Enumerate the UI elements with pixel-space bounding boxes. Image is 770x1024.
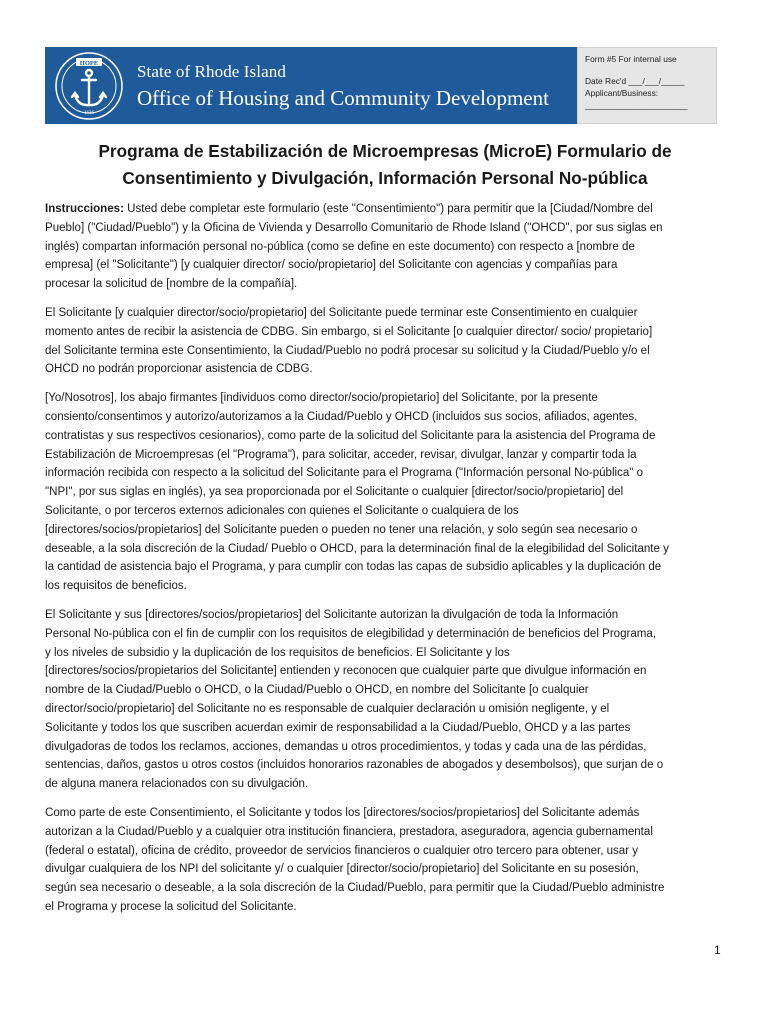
paragraph-line: Personal No-pública con el fin de cumplir con los requisitos de elegibilidad y determinación de beneficios del Programa, — [45, 627, 657, 640]
paragraph-line: de alguna manera relacionados con su divulgación. — [45, 778, 309, 791]
paragraph-line: procesar la solicitud de [nombre de la compañía]. — [45, 278, 298, 291]
date-received-field: Date Rec'd ___/___/_____ — [585, 76, 685, 86]
paragraph-line: los requisitos de beneficios. — [45, 580, 187, 593]
instructions-lead: Instrucciones: — [45, 203, 124, 215]
paragraph-line: director/socio/propietario] del Solicitante no es responsable de cualquier declaración u omisión negligente, y el — [45, 702, 610, 715]
paragraph-instructions — [45, 200, 725, 294]
paragraph-line: El Solicitante [y cualquier director/socio/propietario] del Solicitante puede terminar este Consentimiento en cualquier — [45, 306, 638, 319]
paragraph-line: (federal o estatal), oficina de crédito, proveedor de servicios financieros o cualquier otro tercero para obtener, usar y — [45, 844, 639, 857]
paragraph-line: El Solicitante y sus [directores/socios/propietarios] del Solicitante autorizan la divulgación de toda la Información — [45, 608, 619, 621]
applicant-business-line: ______________________ — [585, 100, 688, 110]
paragraph-line: el Programa y procese la solicitud del Solicitante. — [45, 900, 297, 913]
paragraph-line: momento antes de recibir la asistencia de CDBG. Sin embargo, si el Solicitante [o cualquier director/ socio/ propietario] — [45, 325, 653, 338]
paragraph-line: [directores/socios/propietarios] del Solicitante pueden o pueden no tener una relación, y solo según sea necesario o — [45, 523, 638, 536]
paragraph-line: consiento/consentimos y autorizo/autorizamos a la Ciudad/Pueblo y OHCD (incluidos sus socios, afiliados, agentes, — [45, 410, 638, 423]
form-number-label: Form #5 For internal use — [585, 54, 677, 64]
title-line-2: Consentimiento y Divulgación, Información Personal No-pública — [122, 168, 648, 188]
paragraph-line: Solicitante, o por terceros externos adicionales con quienes el Solicitante o cualquiera de los — [45, 504, 519, 517]
paragraph-line: la cantidad de asistencia bajo el Programa, y para cumplir con todas las capas de subsidio aplicables y la duplicación de — [45, 561, 662, 574]
document-title — [45, 138, 725, 192]
paragraph-line: empresa] (el "Solicitante") [y cualquier director/ socio/propietario] del Solicitante con agencias y compañías para — [45, 259, 618, 272]
paragraph-line: nombre de la Ciudad/Pueblo o OHCD, o la Ciudad/Pueblo o OHCD, en nombre del Solicitante [o cualquier — [45, 684, 589, 697]
seal-hope-text: HOPE — [79, 60, 99, 67]
agency-state-name: State of Rhode Island — [137, 62, 286, 81]
paragraph-line: [Yo/Nosotros], los abajo firmantes [individuos como director/socio/propietario] del Solicitante, por la presente — [45, 392, 598, 405]
paragraph-line: "NPI", por sus siglas en inglés), ya sea proporcionada por el Solicitante o cualquier [director/socio/propietario] del — [45, 486, 624, 499]
paragraph-consent — [45, 389, 725, 596]
paragraph-line: del Solicitante termina este Consentimiento, la Ciudad/Pueblo no podrá procesar su solicitud y la Ciudad/Pueblo y/o el — [45, 344, 650, 357]
page-number: 1 — [714, 943, 721, 957]
paragraph-line: sentencias, daños, gastos u otros costos (incluidos honorarios razonables de abogados y desembolsos), que surjan de o — [45, 759, 664, 772]
paragraph-line: Usted debe completar este formulario (este "Consentimiento") para permitir que la [Ciudad/Nombre del — [123, 203, 653, 215]
paragraph-line: deseable, a la sola discreción de la Ciudad/ Pueblo o OHCD, para la determinación final de la elegibilidad del Solicitante y — [45, 542, 669, 555]
agency-office-name: Office of Housing and Community Development — [137, 86, 549, 110]
paragraph-termination — [45, 304, 725, 379]
paragraph-line: contratistas y sus respectivos cesionarios), como parte de la solicitud del Solicitante para la asistencia del Programa de — [45, 429, 656, 442]
document-body — [45, 200, 725, 927]
paragraph-line: [directores/socios/propietarios del Solicitante] entienden y reconocen que cualquier parte que divulgue información en — [45, 665, 647, 678]
paragraph-line: OHCD no podrán proporcionar asistencia de CDBG. — [45, 363, 313, 376]
paragraph-line: y los niveles de subsidio y la duplicación de los requisitos de beneficios. El Solicitante y los — [45, 646, 510, 659]
paragraph-line: divulgar cualquiera de los NPI del solicitante y/ o cualquier [director/socio/propietario] del Solicitante en su posesión, — [45, 863, 639, 876]
paragraph-line: inglés) compartan información personal no-pública (como se define en este documento) con respecto a [nombre de — [45, 240, 635, 253]
title-line-1: Programa de Estabilización de Microempresas (MicroE) Formulario de — [98, 141, 672, 161]
paragraph-line: Solicitante y todos los que suscriben acuerdan eximir de responsabilidad a la Ciudad/Pueblo, OHCD y a las partes — [45, 721, 631, 734]
paragraph-line: autorizan a la Ciudad/Pueblo y a cualquier otra institución financiera, prestadora, aseguradora, agencia gubernamental — [45, 825, 653, 838]
applicant-business-label: Applicant/Business: — [585, 88, 659, 98]
paragraph-authorization — [45, 606, 725, 794]
state-seal-logo — [54, 51, 124, 121]
paragraph-line: Como parte de este Consentimiento, el Solicitante y todos los [directores/socios/propietarios] del Solicitante además — [45, 806, 640, 819]
paragraph-line: información recibida con respecto a la solicitud del Solicitante para el Programa ("Información personal No-pública" o — [45, 467, 644, 480]
paragraph-line: divulgadoras de todos los reclamos, acciones, demandas u otros procedimientos, y todas y cada una de las pérdidas, — [45, 740, 647, 753]
internal-use-box — [577, 47, 717, 124]
paragraph-line: según sea necesario o deseable, a la sola discreción de la Ciudad/Pueblo, para permitir que la Ciudad/Pueblo administre — [45, 882, 665, 895]
paragraph-third-parties — [45, 804, 725, 917]
paragraph-line: Pueblo] ("Ciudad/Pueblo") y la Oficina de Vivienda y Desarrollo Comunitario de Rhode Island ("OHCD", por sus siglas en — [45, 221, 663, 234]
paragraph-line: Estabilización de Microempresas (el "Programa"), para solicitar, acceder, revisar, divulgar, lanzar y compartir toda la — [45, 448, 637, 461]
svg-text:1636: 1636 — [84, 111, 94, 116]
